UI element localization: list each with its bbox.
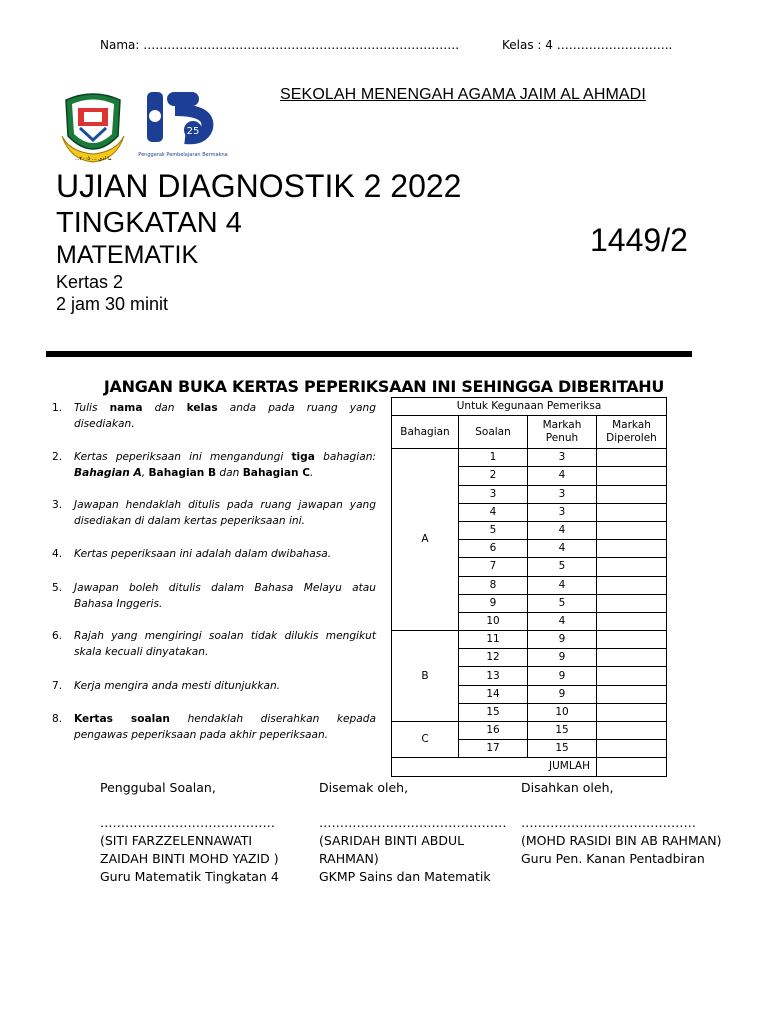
instruction-number: 2. — [52, 451, 63, 463]
form-level: TINGKATAN 4 — [56, 207, 242, 239]
paper-code: 1449/2 — [590, 222, 688, 258]
full-marks: 15 — [528, 722, 597, 740]
marks-obtained-cell[interactable] — [597, 467, 667, 485]
table-header: Markah Diperoleh — [597, 416, 667, 449]
instruction-number: 6. — [52, 630, 63, 642]
marks-obtained-cell[interactable] — [597, 503, 667, 521]
ts25-tagline: Penggerak Pembelajaran Bermakna — [138, 152, 228, 158]
warning-heading: JANGAN BUKA KERTAS PEPERIKSAAN INI SEHINGGA DIBERITAHU — [103, 377, 665, 396]
table-row — [392, 631, 667, 649]
question-number: 10 — [459, 612, 528, 630]
full-marks: 9 — [528, 649, 597, 667]
question-number: 16 — [459, 722, 528, 740]
instruction-item — [52, 678, 376, 694]
exam-title: UJIAN DIAGNOSTIK 2 2022 — [56, 168, 462, 204]
total-marks-cell[interactable] — [597, 758, 667, 776]
full-marks: 3 — [528, 449, 597, 467]
table-row — [392, 449, 667, 467]
instruction-number: 3. — [52, 499, 63, 511]
instruction-number: 1. — [52, 402, 63, 414]
question-number: 13 — [459, 667, 528, 685]
class-field: Kelas : 4 ……………………….. — [502, 38, 673, 52]
marks-obtained-cell[interactable] — [597, 667, 667, 685]
signature-role: Disahkan oleh, — [521, 780, 614, 795]
signature-line: …………………………………… — [521, 815, 696, 830]
question-number: 12 — [459, 649, 528, 667]
instruction-item — [52, 546, 376, 562]
full-marks: 4 — [528, 576, 597, 594]
divider-line — [46, 351, 692, 357]
question-number: 9 — [459, 594, 528, 612]
instruction-text: Kertas peperiksaan ini mengandungi tiga bahagian: Bahagian A, Bahagian B dan Bahagian C. — [74, 451, 376, 479]
examiner-table — [391, 397, 667, 777]
question-number: 5 — [459, 521, 528, 539]
instruction-text: Jawapan hendaklah ditulis pada ruang jawapan yang disediakan di dalam kertas peperiksaan ini. — [74, 499, 376, 527]
instruction-item — [52, 711, 376, 743]
instruction-text: Kertas peperiksaan ini adalah dalam dwibahasa. — [74, 548, 332, 560]
question-number: 4 — [459, 503, 528, 521]
instruction-number: 7. — [52, 680, 63, 692]
instruction-number: 8. — [52, 713, 63, 725]
full-marks: 9 — [528, 667, 597, 685]
marks-obtained-cell[interactable] — [597, 449, 667, 467]
instruction-text: Kertas soalan hendaklah diserahkan kepada pengawas peperiksaan pada akhir peperiksaan. — [74, 713, 376, 741]
table-row — [392, 722, 667, 740]
full-marks: 5 — [528, 558, 597, 576]
table-header: Bahagian — [392, 416, 459, 449]
name-field: Nama: ……………………………………………………………………. — [100, 38, 460, 52]
question-number: 3 — [459, 485, 528, 503]
signature-line: …………………………………… — [100, 815, 275, 830]
signatory-name: ZAIDAH BINTI MOHD YAZID ) — [100, 851, 279, 866]
instruction-text: Rajah yang mengiringi soalan tidak dilukis mengikut skala kecuali dinyatakan. — [74, 630, 376, 658]
table-header: Markah Penuh — [528, 416, 597, 449]
full-marks: 9 — [528, 685, 597, 703]
exam-duration: 2 jam 30 minit — [56, 294, 169, 314]
marks-obtained-cell[interactable] — [597, 576, 667, 594]
crest-motto: …ما ادي … ٢٠٠٥ — [74, 156, 112, 162]
marks-obtained-cell[interactable] — [597, 521, 667, 539]
question-number: 7 — [459, 558, 528, 576]
signatory-title: Guru Matematik Tingkatan 4 — [100, 869, 279, 884]
instruction-item — [52, 449, 376, 481]
instruction-text: Kerja mengira anda mesti ditunjukkan. — [74, 680, 281, 692]
school-name: SEKOLAH MENENGAH AGAMA JAIM AL AHMADI — [280, 86, 646, 103]
full-marks: 3 — [528, 503, 597, 521]
marks-obtained-cell[interactable] — [597, 631, 667, 649]
section-label: C — [392, 722, 459, 758]
signature-role: Penggubal Soalan, — [100, 780, 216, 795]
question-number: 15 — [459, 703, 528, 721]
table-header: Soalan — [459, 416, 528, 449]
full-marks: 5 — [528, 594, 597, 612]
marks-obtained-cell[interactable] — [597, 740, 667, 758]
marks-obtained-cell[interactable] — [597, 722, 667, 740]
signatory-name: (SITI FARZZELENNAWATI — [100, 833, 253, 848]
question-number: 11 — [459, 631, 528, 649]
signatory-title: Guru Pen. Kanan Pentadbiran — [521, 851, 705, 866]
marks-obtained-cell[interactable] — [597, 540, 667, 558]
instruction-number: 5. — [52, 582, 63, 594]
section-label: A — [392, 449, 459, 631]
signatory-name: (MOHD RASIDI BIN AB RAHMAN) — [521, 833, 722, 848]
full-marks: 4 — [528, 612, 597, 630]
question-number: 1 — [459, 449, 528, 467]
question-number: 2 — [459, 467, 528, 485]
question-number: 6 — [459, 540, 528, 558]
instruction-item — [52, 580, 376, 612]
table-caption: Untuk Kegunaan Pemeriksa — [392, 398, 667, 416]
marks-obtained-cell[interactable] — [597, 485, 667, 503]
signature-role: Disemak oleh, — [319, 780, 409, 795]
marks-obtained-cell[interactable] — [597, 594, 667, 612]
full-marks: 10 — [528, 703, 597, 721]
full-marks: 4 — [528, 521, 597, 539]
instruction-item — [52, 497, 376, 529]
full-marks: 15 — [528, 740, 597, 758]
signatory-name: (SARIDAH BINTI ABDUL — [319, 833, 465, 848]
marks-obtained-cell[interactable] — [597, 649, 667, 667]
instruction-number: 4. — [52, 548, 63, 560]
ts25-logo — [138, 90, 228, 171]
instruction-item — [52, 628, 376, 660]
full-marks: 4 — [528, 540, 597, 558]
full-marks: 9 — [528, 631, 597, 649]
question-number: 14 — [459, 685, 528, 703]
total-label: JUMLAH — [392, 758, 597, 776]
school-crest-logo — [60, 90, 126, 171]
marks-obtained-cell[interactable] — [597, 685, 667, 703]
signature-line: ……………………………………… — [319, 815, 507, 830]
full-marks: 4 — [528, 467, 597, 485]
instruction-item — [52, 400, 376, 432]
instruction-text: Tulis nama dan kelas anda pada ruang yang disediakan. — [74, 402, 376, 430]
subject-name: MATEMATIK — [56, 241, 199, 269]
instruction-text: Jawapan boleh ditulis dalam Bahasa Melayu atau Bahasa Inggeris. — [74, 582, 376, 610]
signatory-title: GKMP Sains dan Matematik — [319, 869, 491, 884]
ts25-number: 25 — [186, 126, 200, 137]
question-number: 8 — [459, 576, 528, 594]
marks-obtained-cell[interactable] — [597, 558, 667, 576]
question-number: 17 — [459, 740, 528, 758]
paper-number: Kertas 2 — [56, 272, 124, 292]
marks-obtained-cell[interactable] — [597, 612, 667, 630]
signatory-name: RAHMAN) — [319, 851, 379, 866]
section-label: B — [392, 631, 459, 722]
full-marks: 3 — [528, 485, 597, 503]
marks-obtained-cell[interactable] — [597, 703, 667, 721]
